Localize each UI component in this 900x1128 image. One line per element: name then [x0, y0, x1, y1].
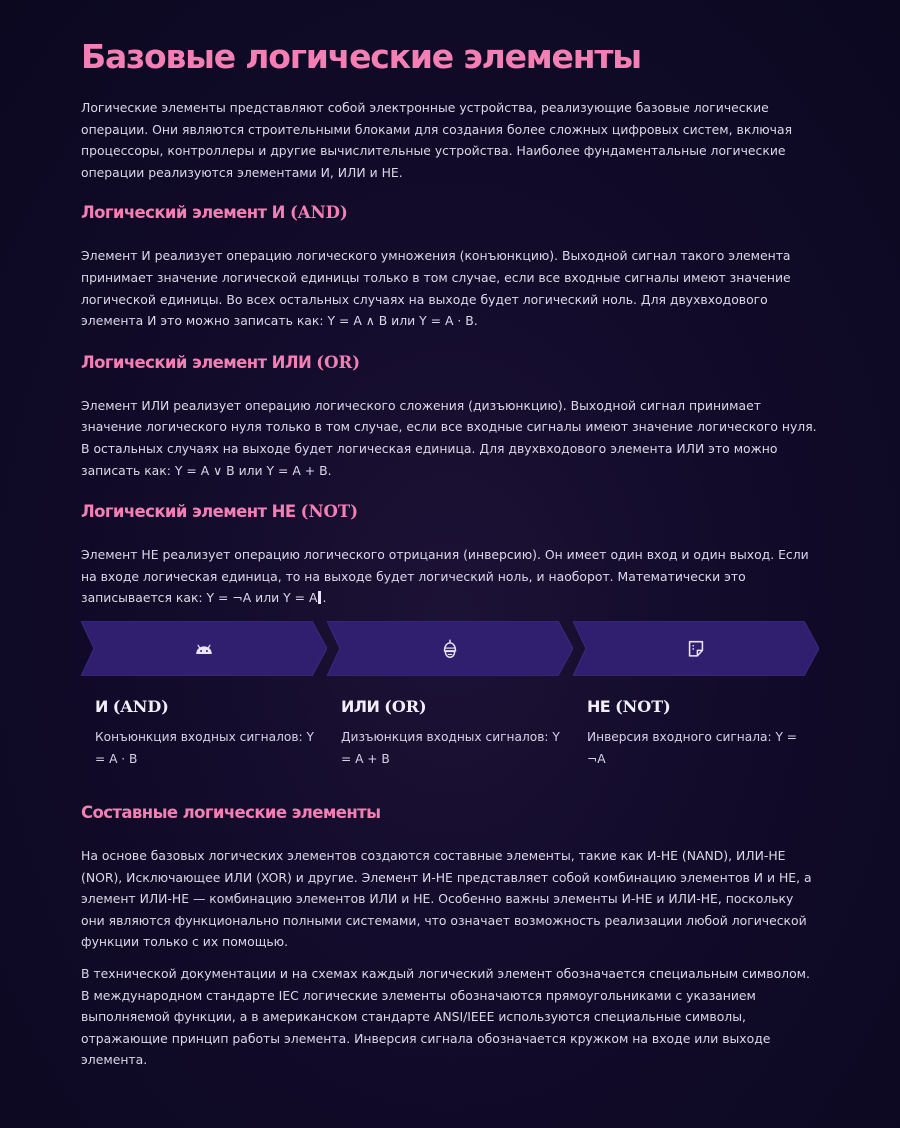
section-composite-paragraph-1: На основе базовых логических элементов создаются составные элементы, такие как И-НЕ (NAND), ИЛИ-НЕ (NOR), Исключающее ИЛИ (XOR) и другие. Элемент И-НЕ представляет собой комбинацию элементов И и НЕ, а элемент ИЛИ-НЕ — комбинацию элементов ИЛИ и НЕ. Особенно важны элементы И-НЕ и ИЛИ-НЕ, поскольку они являются функционально полными системами, что означает возможность реализации любой логической функции только с их помощью. [81, 848, 812, 950]
step-title-text: ИЛИ [341, 696, 385, 716]
step-or [327, 621, 573, 770]
section-and-heading [81, 200, 820, 226]
intro-paragraph: Логические элементы представляют собой электронные устройства, реализующие базовые логические операции. Они являются строительными блоками для создания более сложных цифровых систем, включая процессоры, контроллеры и другие вычислительные устройства. Наиболее фундаментальные логические операции реализуются элементами И, ИЛИ и НЕ. [81, 100, 793, 180]
step-arrow [81, 621, 327, 676]
android-icon [193, 638, 215, 660]
step-title-paren: (AND) [112, 696, 169, 716]
step-arrow [573, 621, 819, 676]
section-not-text-end: . [322, 590, 327, 606]
section-or-heading-paren: (OR) [316, 352, 360, 372]
step-and [81, 621, 327, 770]
step-description: Дизъюнкция входных сигналов: Y = A + B [341, 729, 560, 766]
page-title: Базовые логические элементы [81, 37, 641, 76]
section-not-text-main: Элемент НЕ реализует операцию логического отрицания (инверсию). Он имеет один вход и один выход. Если на входе логическая единица, то на выходе будет логический ноль, и наоборот. Математически это записывается как: Y = ¬A или Y = A [81, 547, 809, 606]
section-not-paragraph [81, 544, 820, 609]
section-or-heading-text: Логический элемент ИЛИ [81, 352, 317, 372]
step-title-paren: (NOT) [615, 696, 671, 716]
step-description: Инверсия входного сигнала: Y = ¬A [587, 729, 797, 766]
step-not [573, 621, 819, 770]
section-composite-heading: Составные логические элементы [81, 803, 381, 823]
sticky-note-icon [685, 638, 707, 660]
step-title-paren: (OR) [384, 696, 427, 716]
section-composite-paragraph-2: В технической документации и на схемах каждый логический элемент обозначается специальным символом. В международном стандарте IEC логические элементы обозначаются прямоугольниками с указанием выполняемой функции, а в американском стандарте ANSI/IEEE используются специальные символы, отражающие принцип работы элемента. Инверсия сигнала обозначается кружком на входе или выходе элемента. [81, 966, 810, 1068]
overline-mark [318, 591, 321, 604]
section-or-paragraph: Элемент ИЛИ реализует операцию логического сложения (дизъюнкцию). Выходной сигнал принимает значение логического нуля только в том случае, если все входные сигналы имеют значение логического нуля. В остальных случаях на выходе будет логическая единица. Для двухвходового элемента ИЛИ это можно записать как: Y = A ∨ B или Y = A + B. [81, 397, 817, 478]
step-title-text: И [95, 696, 113, 716]
step-title [341, 694, 573, 720]
section-not-heading-paren: (NOT) [300, 502, 359, 522]
section-and-heading-text: Логический элемент И [81, 203, 290, 223]
process-steps [81, 621, 821, 770]
section-and-heading-paren: (AND) [289, 203, 348, 223]
step-title [95, 694, 327, 720]
bell-icon [439, 638, 461, 660]
step-title [587, 694, 819, 720]
step-description: Конъюнкция входных сигналов: Y = A · B [95, 729, 314, 766]
section-or-heading [81, 350, 820, 376]
section-not-heading [81, 499, 820, 525]
section-not-heading-text: Логический элемент НЕ [81, 502, 301, 522]
section-and-paragraph: Элемент И реализует операцию логического умножения (конъюнкцию). Выходной сигнал такого элемента принимает значение логической единицы только в том случае, если все входные сигналы имеют значение логической единицы. Во всех остальных случаях на выходе будет логический ноль. Для двухвходового элемента И это можно записать как: Y = A ∧ B или Y = A · B. [81, 248, 791, 329]
step-arrow [327, 621, 573, 676]
step-title-text: НЕ [587, 696, 616, 716]
